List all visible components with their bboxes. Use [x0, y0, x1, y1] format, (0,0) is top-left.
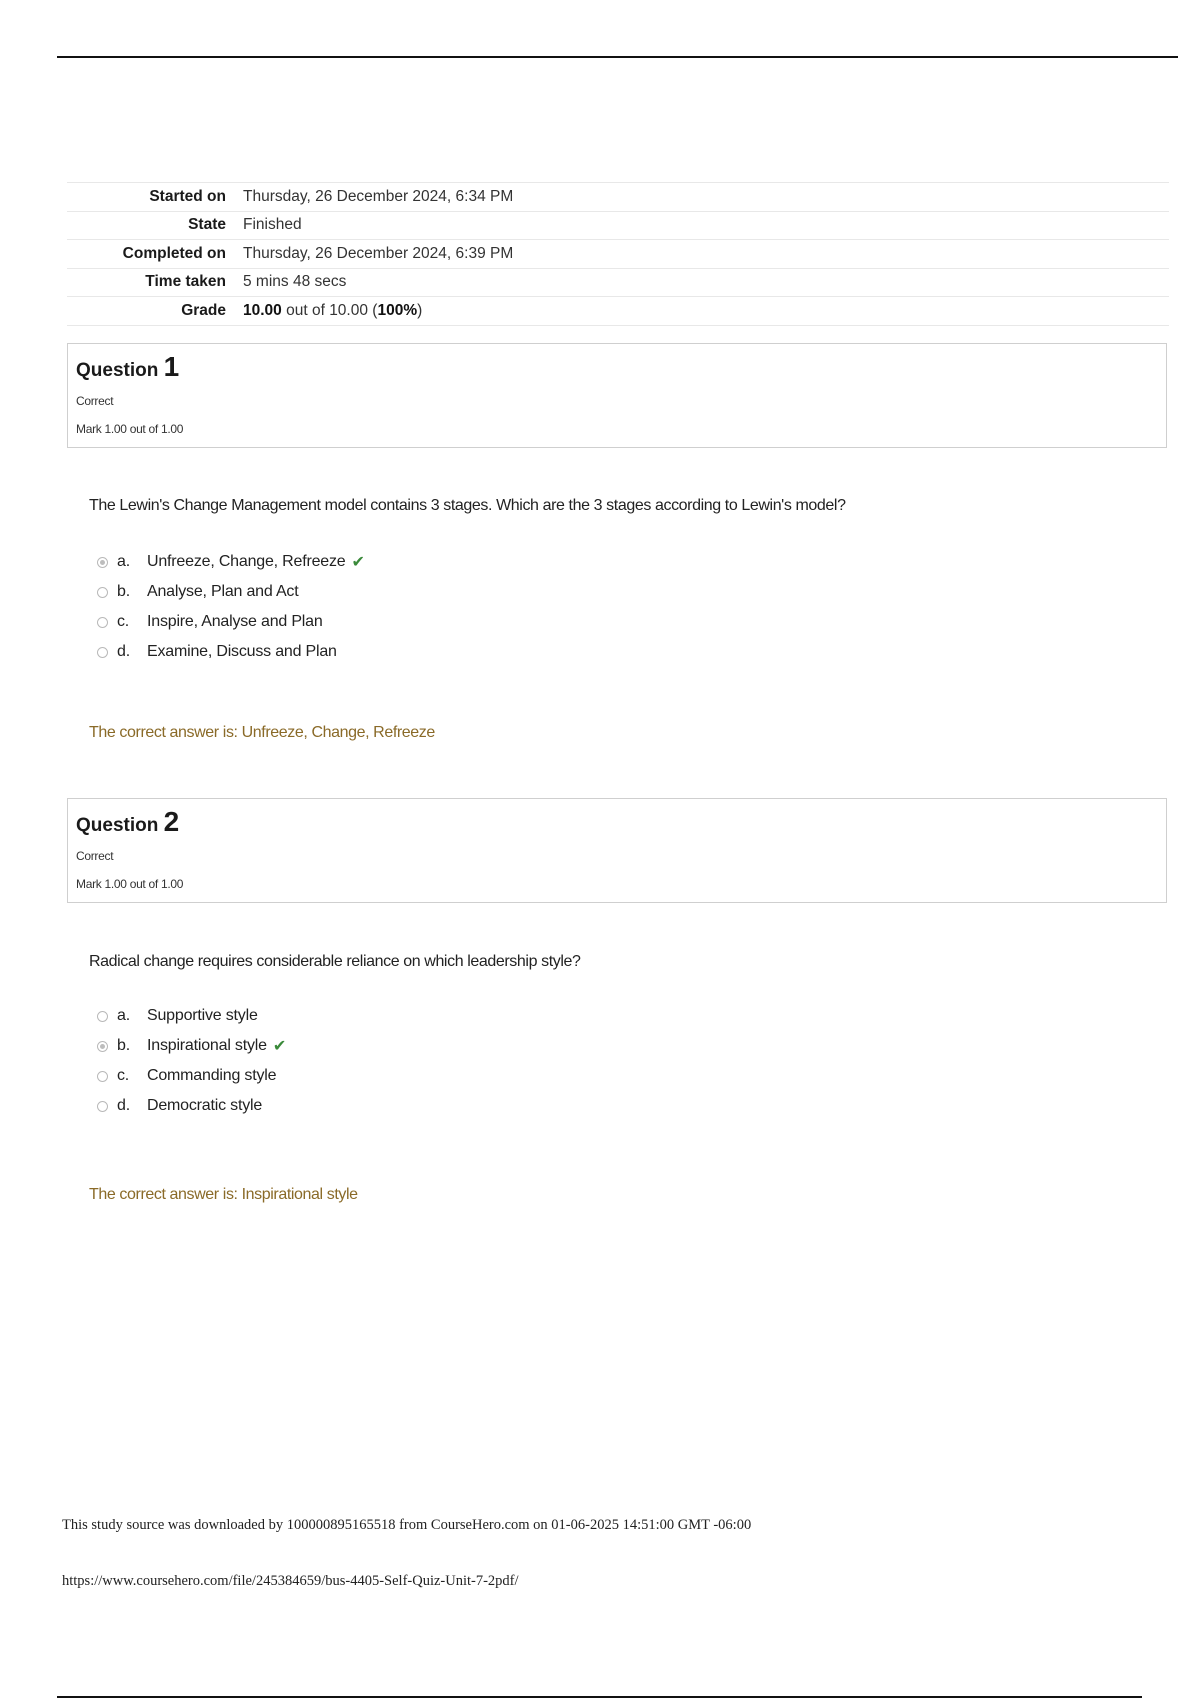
top-rule [57, 56, 1178, 58]
summary-row-completed [67, 240, 1169, 269]
radio-icon[interactable] [97, 1041, 108, 1052]
summary-row-time [67, 268, 1169, 297]
option-text: Inspire, Analyse and Plan [147, 613, 323, 630]
answer-option-a[interactable] [97, 1001, 286, 1031]
answer-option-b[interactable] [97, 1031, 286, 1061]
radio-icon[interactable] [97, 1071, 108, 1082]
question-title [76, 806, 1158, 839]
grade-out-of: out of 10.00 ( [281, 301, 378, 319]
grade-percent: 100% [377, 301, 418, 319]
question-label: Question [76, 815, 159, 836]
question-title [76, 351, 1158, 384]
answer-option-c[interactable] [97, 607, 365, 637]
question-info-2 [67, 798, 1167, 903]
option-letter: c. [117, 1067, 130, 1084]
summary-value: 5 mins 48 secs [243, 268, 1169, 297]
question-number: 1 [163, 351, 180, 382]
option-letter: c. [117, 613, 130, 630]
question-text: The Lewin's Change Management model contains 3 stages. Which are the 3 stages according to Lewin's model? [89, 497, 846, 514]
summary-value: Finished [243, 211, 1169, 240]
checkmark-icon: ✔ [272, 1038, 287, 1055]
option-letter: d. [117, 643, 130, 660]
answer-option-c[interactable] [97, 1061, 286, 1091]
correct-answer-feedback: The correct answer is: Unfreeze, Change, Refreeze [89, 724, 435, 741]
answer-option-a[interactable] [97, 547, 365, 577]
radio-icon[interactable] [97, 587, 108, 598]
summary-label: Grade [67, 297, 243, 326]
option-text: Analyse, Plan and Act [147, 583, 299, 600]
summary-row-state [67, 211, 1169, 240]
question-mark: Mark 1.00 out of 1.00 [76, 422, 184, 436]
correct-answer-feedback: The correct answer is: Inspirational style [89, 1186, 358, 1203]
summary-label: Completed on [67, 240, 243, 269]
option-letter: b. [117, 583, 130, 600]
option-text: Unfreeze, Change, Refreeze [147, 553, 346, 570]
radio-icon[interactable] [97, 1101, 108, 1112]
answer-options [97, 1001, 286, 1121]
radio-icon[interactable] [97, 1011, 108, 1022]
answer-option-d[interactable] [97, 1091, 286, 1121]
option-letter: b. [117, 1037, 130, 1054]
summary-label: Time taken [67, 268, 243, 297]
answer-option-b[interactable] [97, 577, 365, 607]
question-number: 2 [163, 806, 180, 837]
option-letter: a. [117, 553, 130, 570]
answer-option-d[interactable] [97, 637, 365, 667]
option-text: Supportive style [147, 1007, 258, 1024]
question-status: Correct [76, 394, 114, 408]
download-note: This study source was downloaded by 100000895165518 from CourseHero.com on 01-06-2025 14:51:00 GMT -06:00 [62, 1517, 752, 1533]
radio-icon[interactable] [97, 557, 108, 568]
attempt-summary [67, 182, 1169, 326]
question-status: Correct [76, 849, 114, 863]
summary-row-started [67, 183, 1169, 212]
radio-icon[interactable] [97, 617, 108, 628]
grade-score: 10.00 [243, 301, 282, 319]
summary-label: Started on [67, 183, 243, 212]
bottom-rule [57, 1696, 1142, 1698]
radio-icon[interactable] [97, 647, 108, 658]
summary-value: Thursday, 26 December 2024, 6:34 PM [243, 183, 1169, 212]
grade-value [243, 297, 1169, 326]
question-text: Radical change requires considerable reliance on which leadership style? [89, 953, 581, 970]
option-text: Democratic style [147, 1097, 263, 1114]
summary-row-grade [67, 297, 1169, 326]
option-text: Inspirational style [147, 1037, 267, 1054]
option-text: Commanding style [147, 1067, 277, 1084]
summary-label: State [67, 211, 243, 240]
source-url[interactable]: https://www.coursehero.com/file/245384659/bus-4405-Self-Quiz-Unit-7-2pdf/ [62, 1573, 519, 1589]
question-label: Question [76, 360, 159, 381]
question-info-1 [67, 343, 1167, 448]
question-mark: Mark 1.00 out of 1.00 [76, 877, 184, 891]
summary-value: Thursday, 26 December 2024, 6:39 PM [243, 240, 1169, 269]
grade-close: ) [417, 301, 423, 319]
option-letter: a. [117, 1007, 130, 1024]
option-letter: d. [117, 1097, 130, 1114]
option-text: Examine, Discuss and Plan [147, 643, 337, 660]
checkmark-icon: ✔ [351, 554, 365, 571]
answer-options [97, 547, 365, 667]
